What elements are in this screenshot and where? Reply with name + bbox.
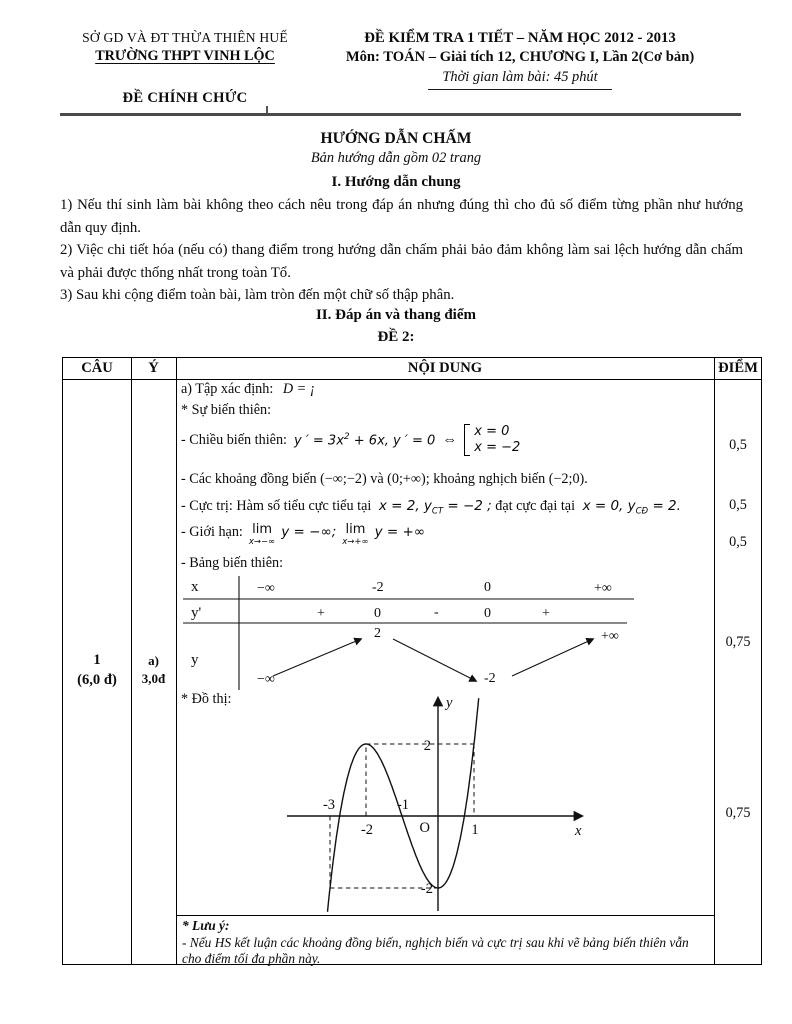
score-1: 0,5	[729, 437, 747, 453]
exam-title: ĐỀ KIỂM TRA 1 TIẾT – NĂM HỌC 2012 - 2013	[364, 30, 676, 46]
note-title: * Lưu ý:	[182, 918, 230, 933]
ytick-2: 2	[423, 738, 431, 754]
score-2: 0,5	[729, 497, 747, 513]
x-axis-label: x	[575, 823, 582, 839]
col-header-noidung: NỘI DUNG	[407, 360, 483, 376]
table-col-divider-2	[176, 358, 177, 964]
cases-block	[464, 424, 520, 456]
note-body: - Nếu HS kết luận các khoảng đồng biến, nghịch biến và cực trị sau khi vẽ bảng biến thiên vẫn cho điểm tối đa phần này.	[182, 934, 689, 966]
bbt-yp-val-1: 0	[374, 606, 381, 621]
header-rule	[60, 113, 741, 116]
question-points: (6,0 đ)	[77, 672, 117, 688]
guideline-item-3: 3) Sau khi cộng điểm toàn bài, làm tròn đến một chữ số thập phân.	[60, 287, 455, 304]
graph-label: * Đồ thị:	[181, 691, 232, 707]
domain-formula: D = ¡	[282, 381, 316, 397]
school-name: TRƯỜNG THPT VINH LỘC	[95, 48, 275, 64]
limit-2: lim x→+∞	[342, 522, 369, 547]
bbt-yp-val-2: -	[434, 605, 439, 620]
bbt-x-val-1: -2	[372, 580, 384, 595]
case-1: x = 0	[474, 424, 510, 439]
exam-subject: Môn: TOÁN – Giải tích 12, CHƯƠNG I, Lần 2(Cơ bản)	[345, 49, 695, 65]
question-number: 1	[93, 652, 101, 668]
score-4: 0,75	[725, 634, 751, 650]
score-3: 0,5	[729, 534, 747, 550]
grading-guide-title: HƯỚNG DẪN CHẤM	[320, 130, 472, 147]
limit-1: lim x→−∞	[248, 522, 276, 547]
bbt-yp-val-0: +	[317, 606, 325, 621]
limits-line	[181, 524, 713, 548]
xtick-neg1: -1	[396, 797, 410, 813]
xtick-neg2: -2	[360, 822, 374, 838]
header-left-block	[60, 30, 310, 65]
general-guidelines	[60, 194, 743, 307]
domain-label: a) Tập xác định:	[181, 381, 274, 397]
iff-symbol: ⇔	[442, 431, 458, 448]
section1-heading: I. Hướng dẫn chung	[331, 174, 461, 190]
function-graph	[279, 691, 601, 914]
header-right-block	[315, 30, 725, 90]
note-box	[176, 915, 714, 965]
extrema-label: - Cực trị: Hàm số tiểu cực tiểu tại	[181, 498, 372, 514]
bbt-yp-val-4: +	[542, 606, 550, 621]
bbt-arrow-up-1	[273, 639, 361, 676]
derivative-line	[181, 422, 713, 458]
extrema-math-2: x = 0, $y_{CĐ} = 2$.	[582, 498, 681, 517]
bbt-x-label: x	[191, 579, 199, 595]
guideline-item-1: 1) Nếu thí sinh làm bài không theo cách nêu trong đáp án nhưng đúng thì cho đủ số điểm từng phần như hướng dẫn quy định.	[60, 197, 743, 236]
ytick-neg2: -2	[420, 881, 433, 897]
origin-label: O	[419, 820, 430, 836]
col-header-y: Ý	[148, 360, 159, 376]
bbt-arrow-up-2	[512, 639, 593, 676]
xtick-neg3: -3	[322, 797, 336, 813]
department-name: SỞ GD VÀ ĐT THỪA THIÊN HUẾ	[82, 30, 288, 45]
exam-duration: Thời gian làm bài: 45 phút	[428, 69, 611, 90]
part-label: a)	[148, 653, 159, 668]
xtick-1: 1	[471, 822, 479, 838]
bbt-y-min: -2	[484, 671, 496, 686]
limit-label: - Giới hạn:	[181, 524, 243, 540]
bbt-yprime-label: y'	[191, 605, 202, 621]
bbt-y-label: y	[191, 652, 199, 668]
bbt-x-val-0: −∞	[257, 581, 275, 596]
guideline-item-2: 2) Việc chi tiết hóa (nếu có) thang điểm trong hướng dẫn chấm phải bảo đảm không làm sai lệch hướng dẫn chấm và phải được thống nhất trong toàn Tổ.	[60, 242, 743, 281]
exam-number-label: ĐỀ 2:	[377, 329, 415, 345]
col-header-diem: ĐIỂM	[718, 360, 758, 376]
bbt-arrow-down	[393, 639, 476, 681]
cases-bracket	[464, 424, 470, 456]
col-header-cau: CÂU	[81, 360, 113, 376]
extrema-math-1: x = 2, $y_{CT} = -2$ ;	[378, 498, 492, 517]
grading-guide-subtitle: Bản hướng dẫn gồm 02 trang	[310, 150, 482, 166]
case-2: x = −2	[474, 440, 521, 455]
bbt-y-max: 2	[374, 626, 381, 641]
derivative-label: - Chiều biến thiên:	[181, 431, 287, 448]
score-5: 0,75	[725, 805, 751, 821]
bbt-y-end: +∞	[601, 629, 619, 644]
bbt-yp-val-3: 0	[484, 606, 491, 621]
y-axis-label: y	[446, 695, 453, 711]
variation-line: * Sự biến thiên:	[181, 402, 272, 418]
bbt-x-val-2: 0	[484, 580, 491, 595]
limit-2-value: y = +∞	[374, 524, 426, 540]
part-points: 3,0đ	[141, 671, 166, 686]
exam-type-label: ĐỀ CHÍNH CHỨC	[122, 90, 248, 106]
derivative-formula: y ′ = $3x^2 + 6x$, y ′ = 0	[294, 431, 436, 449]
monotonic-line: - Các khoảng đồng biến (−∞;−2) và (0;+∞); khoảng nghịch biến (−2;0).	[181, 471, 588, 487]
bbt-label: - Bảng biến thiên:	[181, 555, 284, 571]
answer-table	[62, 357, 762, 965]
domain-line	[181, 381, 713, 398]
section2-heading: II. Đáp án và thang điểm	[315, 307, 477, 323]
part-cell	[131, 652, 176, 688]
cases-stack	[474, 424, 520, 456]
question-cell	[63, 650, 131, 690]
bbt-y-start: −∞	[257, 672, 275, 687]
variation-table	[181, 576, 643, 690]
extrema-line	[181, 498, 713, 517]
bbt-x-val-3: +∞	[594, 581, 612, 596]
limit-1-value: y = −∞;	[281, 524, 337, 540]
extrema-text-2: đạt cực đại tại	[495, 498, 576, 514]
